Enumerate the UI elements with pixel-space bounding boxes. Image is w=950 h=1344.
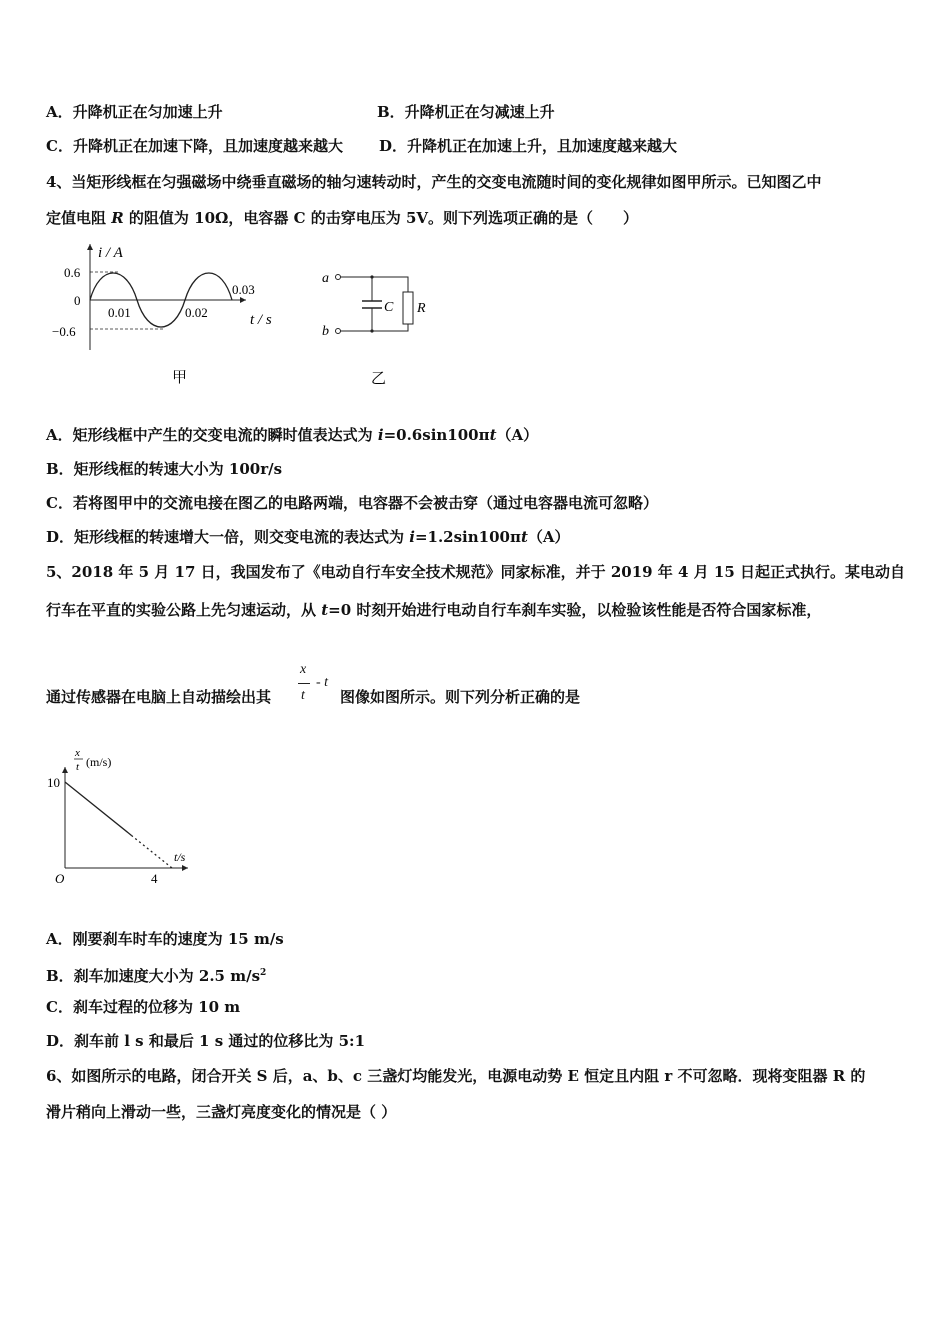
- figure-yi: [318, 262, 458, 388]
- q5-stem-line3-a: 通过传感器在电脑上自动描绘出其: [46, 688, 272, 706]
- caption-jia: 甲: [172, 370, 188, 386]
- q3-option-c: C．升降机正在加速下降，且加速度越来越大: [46, 137, 343, 155]
- terminal-a: [336, 275, 341, 280]
- y-label-unit: (m/s): [86, 755, 112, 769]
- q5-chart: [46, 745, 206, 890]
- q5-option-b: B．刹车加速度大小为 2.5 $m/s^2$: [46, 967, 267, 985]
- origin-label: O: [55, 871, 65, 886]
- y-tick-neg0.6: −0.6: [52, 324, 76, 339]
- y-axis-label: i / A: [98, 245, 123, 261]
- q4-option-d: D．矩形线框的转速增大一倍，则交变电流的表达式为 i=1.2sin100πt（A）: [46, 528, 570, 546]
- q5-option-c: C．刹车过程的位移为 10 m: [46, 998, 241, 1016]
- resistor-label: R: [417, 301, 426, 316]
- q6-stem-line1: 6、如图所示的电路，闭合开关 S 后，a、b、c 三盏灯均能发光，电源电动势 E 恒定且内阻 r 不可忽略．现将变阻器 R 的: [46, 1067, 866, 1085]
- y-tick-0: 0: [74, 293, 81, 308]
- x-tick-label: 4: [151, 871, 158, 886]
- q5-option-a: A．刚要刹车时车的速度为 15 m/s: [46, 930, 284, 948]
- data-line-solid: [65, 782, 131, 835]
- resistor: [403, 292, 413, 324]
- q5-option-d: D．刹车前 l s 和最后 1 s 通过的位移比为 5:1: [46, 1032, 366, 1050]
- fraction-bar: [298, 683, 310, 684]
- x-axis-label: t/s: [174, 850, 186, 864]
- x-axis-label: t / s: [250, 312, 272, 328]
- capacitor-label: C: [384, 300, 394, 315]
- y-tick-label: 10: [47, 775, 60, 790]
- x-tick-0.02: 0.02: [185, 305, 208, 320]
- terminal-b-label: b: [322, 324, 329, 339]
- q5-stem-line1: 5、2018 年 5 月 17 日，我国发布了《电动自行车安全技术规范》同家标准，并于 2019 年 4 月 15 日起正式执行。某电动自: [46, 563, 906, 581]
- fraction-tail: - t: [316, 675, 329, 690]
- terminal-b: [336, 329, 341, 334]
- q3-option-a: A．升降机正在匀加速上升: [46, 103, 223, 121]
- fraction-denominator: t: [301, 688, 305, 703]
- q4-stem-line2: 定值电阻 R 的阻值为 10Ω，电容器 C 的击穿电压为 5V。则下列选项正确的是（ ）: [46, 209, 639, 227]
- q5-stem-line3-b: 图像如图所示。则下列分析正确的是: [340, 688, 581, 706]
- q4-option-b: B．矩形线框的转速大小为 100r/s: [46, 460, 283, 478]
- y-label-numerator: x: [75, 747, 80, 759]
- q4-option-a: A．矩形线框中产生的交变电流的瞬时值表达式为 i=0.6sin100πt（A）: [46, 426, 539, 444]
- x-tick-0.03: 0.03: [232, 282, 255, 297]
- q6-stem-line2: 滑片稍向上滑动一些，三盏灯亮度变化的情况是（ ）: [46, 1103, 397, 1121]
- x-tick-0.01: 0.01: [108, 305, 131, 320]
- q3-option-b: B．升降机正在匀减速上升: [377, 103, 555, 121]
- q4-stem-line1: 4、当矩形线框在匀强磁场中绕垂直磁场的轴匀速转动时，产生的交变电流随时间的变化规律如图甲所示。已知图乙中: [46, 173, 822, 191]
- fraction-numerator: x: [300, 662, 307, 677]
- q5-stem-line2: 行车在平直的实验公路上先匀速运动，从 t=0 时刻开始进行电动自行车刹车实验，以检验该性能是否符合国家标准，: [46, 601, 822, 619]
- figure-jia: [46, 238, 286, 388]
- y-label-denominator: t: [76, 761, 80, 773]
- q3-option-d: D．升降机正在加速上升，且加速度越来越大: [379, 137, 678, 155]
- q4-option-c: C．若将图甲中的交流电接在图乙的电路两端，电容器不会被击穿（通过电容器电流可忽略）: [46, 494, 658, 512]
- data-line-dashed: [131, 835, 172, 868]
- terminal-a-label: a: [322, 271, 329, 286]
- caption-yi: 乙: [371, 371, 387, 387]
- y-tick-0.6: 0.6: [64, 265, 81, 280]
